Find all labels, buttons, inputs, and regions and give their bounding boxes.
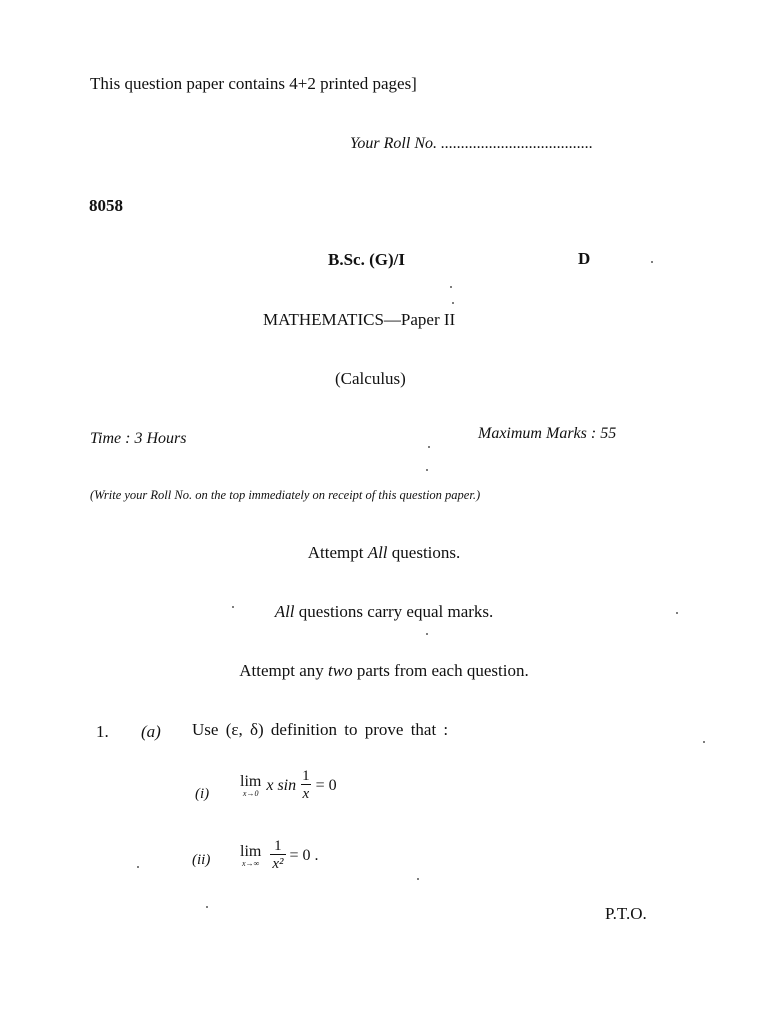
subject-title: MATHEMATICS—Paper II bbox=[263, 310, 456, 329]
scan-speck bbox=[232, 606, 234, 608]
limit-expression-ii bbox=[240, 838, 319, 873]
scan-speck bbox=[206, 906, 208, 908]
scan-speck bbox=[137, 866, 139, 868]
lim-subscript: x→0 bbox=[242, 789, 259, 798]
instruction-emphasis: two bbox=[328, 661, 353, 680]
question-number: 1. bbox=[96, 722, 109, 741]
fraction bbox=[300, 768, 312, 803]
fraction-numerator: 1 bbox=[274, 838, 282, 854]
fraction-denominator: x bbox=[302, 786, 310, 802]
subpart-label-i: (i) bbox=[195, 786, 210, 802]
paper-set: D bbox=[578, 249, 591, 268]
instruction-equal-marks bbox=[0, 602, 768, 622]
scan-speck bbox=[417, 878, 419, 880]
instruction-attempt-all bbox=[0, 543, 768, 563]
roll-number-field: Your Roll No. ...................................... bbox=[350, 135, 593, 152]
instruction-text: questions. bbox=[387, 543, 461, 562]
maximum-marks: Maximum Marks : 55 bbox=[478, 425, 617, 442]
roll-number-note: (Write your Roll No. on the top immediately on receipt of this question paper.) bbox=[90, 488, 481, 502]
question-part-label: (a) bbox=[141, 722, 161, 741]
lim-text: lim bbox=[240, 843, 262, 860]
page-count-line: This question paper contains 4+2 printed pages] bbox=[90, 74, 417, 93]
instruction-emphasis: All bbox=[274, 602, 295, 621]
subpart-label-ii: (ii) bbox=[192, 852, 211, 868]
please-turn-over: P.T.O. bbox=[605, 904, 647, 923]
expression-text: x sin bbox=[266, 776, 297, 794]
scan-speck bbox=[450, 286, 452, 288]
expression-rhs: = 0 . bbox=[289, 846, 319, 864]
time-allowed: Time : 3 Hours bbox=[90, 430, 187, 447]
instruction-text: questions carry equal marks. bbox=[294, 602, 494, 621]
topic-title: (Calculus) bbox=[335, 369, 406, 388]
limit-operator bbox=[240, 773, 261, 798]
question-text: Use (ε, δ) definition to prove that : bbox=[192, 720, 449, 739]
instruction-text: Attempt any bbox=[239, 661, 329, 680]
scan-speck bbox=[426, 469, 428, 471]
fraction-numerator: 1 bbox=[302, 768, 310, 784]
instruction-two-parts bbox=[0, 661, 768, 681]
limit-operator bbox=[240, 843, 261, 868]
expression-rhs: = 0 bbox=[315, 776, 337, 794]
fraction bbox=[270, 838, 285, 873]
scan-speck bbox=[703, 741, 705, 743]
instruction-emphasis: All bbox=[367, 543, 388, 562]
limit-expression-i bbox=[240, 768, 337, 803]
lim-subscript: x→∞ bbox=[242, 859, 260, 868]
scan-speck bbox=[426, 633, 428, 635]
course-title: B.Sc. (G)/I bbox=[328, 250, 405, 269]
scan-speck bbox=[651, 261, 653, 263]
instruction-text: Attempt bbox=[307, 543, 368, 562]
lim-text: lim bbox=[240, 773, 262, 790]
scan-speck bbox=[452, 302, 454, 304]
fraction-denominator: x² bbox=[272, 856, 284, 872]
scan-speck bbox=[676, 612, 678, 614]
paper-code: 8058 bbox=[89, 196, 123, 215]
scan-speck bbox=[428, 446, 430, 448]
instruction-text: parts from each question. bbox=[352, 661, 529, 680]
